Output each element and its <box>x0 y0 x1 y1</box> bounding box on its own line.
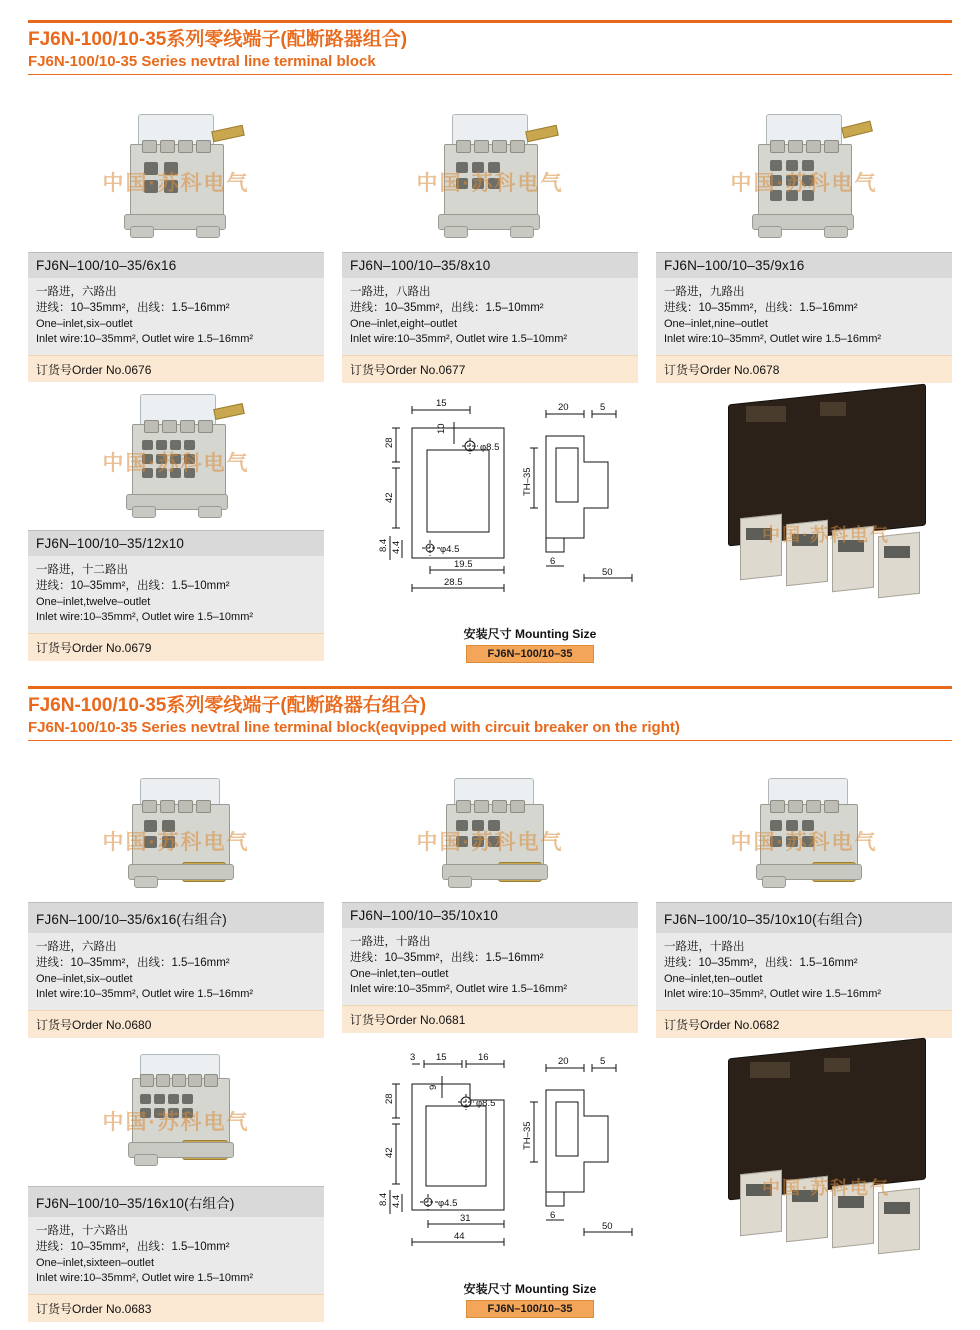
svg-text:4.4: 4.4 <box>391 540 402 554</box>
svg-text:19.5: 19.5 <box>454 559 473 570</box>
product-card[interactable] <box>28 1044 324 1322</box>
svg-text:4.4: 4.4 <box>391 1194 402 1208</box>
product-photo <box>28 1044 324 1186</box>
order-number: 订货号Order No.0683 <box>28 1294 324 1322</box>
section-2-title-cn: FJ6N-100/10-35系列零线端子(配断路器右组合) <box>28 695 427 716</box>
header-rule-top <box>28 20 952 23</box>
product-spec <box>656 278 952 355</box>
svg-text:φ8.5: φ8.5 <box>476 1098 496 1109</box>
order-number: 订货号Order No.0682 <box>656 1010 952 1038</box>
product-photo <box>342 100 638 252</box>
spec-cn-1: 一路进，十六路出 <box>36 1225 128 1237</box>
product-model: FJ6N–100/10–35/8x10 <box>342 252 638 278</box>
svg-text:φ8.5: φ8.5 <box>480 442 500 453</box>
mounting-size-drawing <box>370 388 690 660</box>
svg-text:φ4.5: φ4.5 <box>440 544 460 555</box>
svg-text:44: 44 <box>454 1231 465 1242</box>
product-card[interactable] <box>28 100 324 383</box>
terminal-block-illustration <box>430 114 560 240</box>
terminal-block-illustration <box>116 114 246 240</box>
product-card[interactable] <box>28 766 324 1038</box>
header-rule-top <box>28 686 952 689</box>
drawing-caption: 安装尺寸 Mounting Size <box>463 1282 597 1296</box>
order-number: 订货号Order No.0676 <box>28 355 324 383</box>
product-spec <box>342 278 638 355</box>
spec-en-1: One–inlet,six–outlet <box>36 317 133 330</box>
svg-text:42: 42 <box>384 1147 395 1158</box>
svg-text:31: 31 <box>460 1213 471 1224</box>
spec-en-1: One–inlet,six–outlet <box>36 972 133 985</box>
header-rule-bottom <box>28 740 952 741</box>
svg-text:5: 5 <box>600 1056 606 1067</box>
spec-en-1: One–inlet,ten–outlet <box>664 972 763 985</box>
product-card[interactable] <box>342 766 638 1033</box>
svg-text:28.5: 28.5 <box>444 577 463 588</box>
spec-cn-1: 一路进，八路出 <box>350 286 431 298</box>
terminal-block-illustration <box>752 778 882 896</box>
svg-text:TH–35: TH–35 <box>522 1121 533 1150</box>
spec-en-2: Inlet wire:10–35mm², Outlet wire 1.5–10mm² <box>350 333 568 346</box>
spec-cn-2: 进线：10–35mm²，出线：1.5–16mm² <box>36 957 230 970</box>
section-1-title-en: FJ6N-100/10-35 Series nevtral line terminal block <box>28 52 376 70</box>
watermark: 中国·苏科电气 <box>102 452 250 476</box>
svg-text:TH–35: TH–35 <box>522 467 533 496</box>
spec-cn-2: 进线：10–35mm²，出线：1.5–16mm² <box>350 952 544 965</box>
svg-text:20: 20 <box>558 402 569 413</box>
section-1-title-cn: FJ6N-100/10-35系列零线端子(配断路器组合) <box>28 29 408 50</box>
product-spec <box>28 1217 324 1294</box>
section-1-header <box>28 20 952 75</box>
spec-cn-2: 进线：10–35mm²，出线：1.5–16mm² <box>36 302 230 315</box>
spec-cn-2: 进线：10–35mm²，出线：1.5–10mm² <box>36 580 230 593</box>
spec-en-1: One–inlet,eight–outlet <box>350 317 458 330</box>
terminal-block-illustration <box>124 1054 254 1180</box>
svg-text:42: 42 <box>384 492 395 503</box>
svg-text:50: 50 <box>602 567 613 578</box>
watermark: 中国·苏科电气 <box>416 171 564 195</box>
watermark: 中国·苏科电气 <box>416 830 564 854</box>
drawing-model-chip: FJ6N–100/10–35 <box>466 1300 594 1318</box>
spec-en-1: One–inlet,sixteen–outlet <box>36 1256 155 1269</box>
svg-text:28: 28 <box>384 1093 395 1104</box>
svg-text:20: 20 <box>558 1056 569 1067</box>
breaker-assembly-photo <box>700 1040 952 1298</box>
product-model: FJ6N–100/10–35/10x10(右组合) <box>656 902 952 933</box>
drawing-svg <box>370 388 690 623</box>
svg-text:5: 5 <box>600 402 606 413</box>
product-card[interactable] <box>28 382 324 661</box>
svg-text:15: 15 <box>436 1052 447 1063</box>
product-spec <box>28 933 324 1010</box>
product-card[interactable] <box>656 100 952 383</box>
product-card[interactable] <box>342 100 638 383</box>
spec-cn-2: 进线：10–35mm²，出线：1.5–10mm² <box>36 1241 230 1254</box>
product-spec <box>28 278 324 355</box>
watermark: 中国·苏科电气 <box>762 1178 890 1199</box>
svg-text:3: 3 <box>410 1052 416 1063</box>
watermark: 中国·苏科电气 <box>762 525 890 546</box>
svg-text:6: 6 <box>550 556 556 567</box>
order-number: 订货号Order No.0681 <box>342 1005 638 1033</box>
drawing-model-chip: FJ6N–100/10–35 <box>466 645 594 663</box>
mounting-size-drawing <box>370 1040 690 1315</box>
product-spec <box>656 933 952 1010</box>
product-model: FJ6N–100/10–35/12x10 <box>28 530 324 556</box>
terminal-block-illustration <box>118 394 248 520</box>
product-model: FJ6N–100/10–35/16x10(右组合) <box>28 1186 324 1217</box>
spec-en-2: Inlet wire:10–35mm², Outlet wire 1.5–10mm² <box>36 1272 254 1285</box>
spec-en-2: Inlet wire:10–35mm², Outlet wire 1.5–16mm² <box>664 333 882 346</box>
product-spec <box>28 556 324 633</box>
product-photo <box>28 382 324 530</box>
drawing-caption: 安装尺寸 Mounting Size <box>463 627 597 641</box>
svg-text:9: 9 <box>428 1084 439 1090</box>
order-number: 订货号Order No.0679 <box>28 633 324 661</box>
spec-cn-1: 一路进，十路出 <box>350 936 431 948</box>
product-model: FJ6N–100/10–35/6x16 <box>28 252 324 278</box>
product-photo <box>342 766 638 902</box>
order-number: 订货号Order No.0678 <box>656 355 952 383</box>
spec-cn-1: 一路进，十路出 <box>664 941 745 953</box>
spec-cn-1: 一路进，六路出 <box>36 286 117 298</box>
watermark: 中国·苏科电气 <box>102 1111 250 1135</box>
section-2-header <box>28 686 952 741</box>
header-rule-bottom <box>28 74 952 75</box>
svg-text:φ4.5: φ4.5 <box>438 1198 458 1209</box>
svg-text:15: 15 <box>436 398 447 409</box>
product-photo <box>28 766 324 902</box>
spec-en-1: One–inlet,twelve–outlet <box>36 595 151 608</box>
product-spec <box>342 928 638 1005</box>
spec-en-1: One–inlet,ten–outlet <box>350 967 449 980</box>
terminal-block-illustration <box>124 778 254 896</box>
terminal-block-illustration <box>744 114 874 240</box>
product-photo <box>28 100 324 252</box>
spec-en-2: Inlet wire:10–35mm², Outlet wire 1.5–16mm² <box>36 988 254 1001</box>
spec-cn-2: 进线：10–35mm²，出线：1.5–16mm² <box>664 957 858 970</box>
product-photo <box>656 766 952 902</box>
watermark: 中国·苏科电气 <box>730 830 878 854</box>
watermark: 中国·苏科电气 <box>730 171 878 195</box>
svg-text:10: 10 <box>436 423 447 434</box>
svg-text:50: 50 <box>602 1221 613 1232</box>
order-number: 订货号Order No.0677 <box>342 355 638 383</box>
spec-cn-1: 一路进，六路出 <box>36 941 117 953</box>
product-model: FJ6N–100/10–35/9x16 <box>656 252 952 278</box>
spec-en-2: Inlet wire:10–35mm², Outlet wire 1.5–16mm² <box>350 983 568 996</box>
terminal-block-illustration <box>438 778 568 896</box>
breaker-assembly-photo <box>700 388 952 644</box>
section-2-title-en: FJ6N-100/10-35 Series nevtral line terminal block(eqvipped with circuit breaker on the right) <box>28 718 680 736</box>
svg-text:8.4: 8.4 <box>378 1192 389 1206</box>
watermark: 中国·苏科电气 <box>102 171 250 195</box>
spec-en-2: Inlet wire:10–35mm², Outlet wire 1.5–16mm² <box>36 333 254 346</box>
spec-cn-2: 进线：10–35mm²，出线：1.5–16mm² <box>664 302 858 315</box>
spec-cn-2: 进线：10–35mm²，出线：1.5–10mm² <box>350 302 544 315</box>
spec-en-1: One–inlet,nine–outlet <box>664 317 768 330</box>
svg-text:16: 16 <box>478 1052 489 1063</box>
watermark: 中国·苏科电气 <box>102 830 250 854</box>
product-model: FJ6N–100/10–35/10x10 <box>342 902 638 928</box>
drawing-svg <box>370 1040 690 1278</box>
svg-text:28: 28 <box>384 437 395 448</box>
svg-text:6: 6 <box>550 1210 556 1221</box>
svg-text:8.4: 8.4 <box>378 538 389 552</box>
product-card[interactable] <box>656 766 952 1038</box>
spec-en-2: Inlet wire:10–35mm², Outlet wire 1.5–10mm² <box>36 611 254 624</box>
spec-cn-1: 一路进，九路出 <box>664 286 745 298</box>
product-photo <box>656 100 952 252</box>
order-number: 订货号Order No.0680 <box>28 1010 324 1038</box>
spec-en-2: Inlet wire:10–35mm², Outlet wire 1.5–16mm² <box>664 988 882 1001</box>
product-model: FJ6N–100/10–35/6x16(右组合) <box>28 902 324 933</box>
spec-cn-1: 一路进，十二路出 <box>36 564 128 576</box>
